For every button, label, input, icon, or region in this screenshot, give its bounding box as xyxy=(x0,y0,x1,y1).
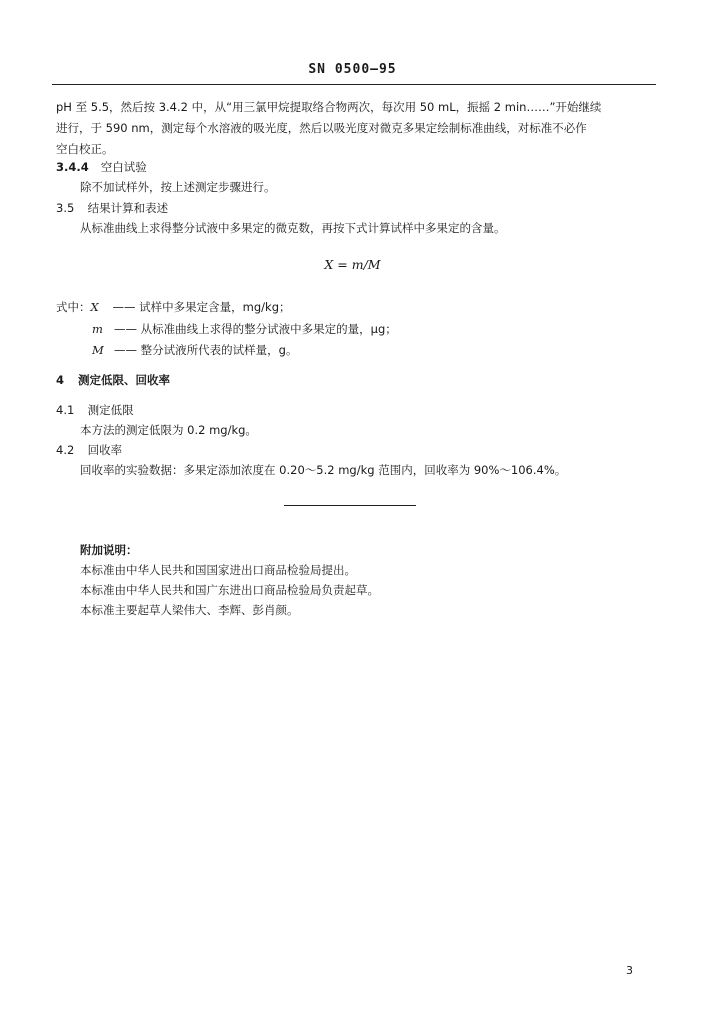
section-4-1-heading xyxy=(56,401,134,419)
section-title: 测定低限 xyxy=(87,403,134,417)
intro-line-3: 空白校正。 xyxy=(56,142,114,156)
section-number: 4.2 xyxy=(56,443,75,457)
notes-line-2: 本标准由中华人民共和国广东进出口商品检验局负责起草。 xyxy=(80,583,379,597)
where-prefix: 式中： xyxy=(56,300,91,314)
section-4-2-heading xyxy=(56,441,122,459)
section-number: 4.1 xyxy=(56,403,75,417)
notes-line-1: 本标准由中华人民共和国国家进出口商品检验局提出。 xyxy=(80,563,356,577)
end-rule xyxy=(284,505,416,506)
intro-line-1: pH 至 5.5，然后按 3.4.2 中，从“用三氯甲烷提取络合物两次，每次用 50 mL，振摇 2 min……”开始继续 xyxy=(56,100,602,114)
var-x: X xyxy=(90,300,99,314)
document-header: SN 0500—95 xyxy=(308,62,397,77)
section-3-5-body: 从标准曲线上求得整分试液中多果定的微克数，再按下式计算试样中多果定的含量。 xyxy=(80,221,506,235)
where-item-m xyxy=(92,320,397,338)
formula: X = m/M xyxy=(324,257,381,272)
section-4-2-body: 回收率的实验数据：多果定添加浓度在 0.20～5.2 mg/kg 范围内，回收率为 90%～106.4%。 xyxy=(80,463,567,477)
section-title: 结果计算和表述 xyxy=(87,201,169,215)
notes-line-3: 本标准主要起草人梁伟大、李辉、彭肖颜。 xyxy=(80,603,299,617)
section-title: 空白试验 xyxy=(100,160,147,174)
section-title: 测定低限、回收率 xyxy=(78,373,171,387)
section-4-1-body: 本方法的测定低限为 0.2 mg/kg。 xyxy=(80,423,257,437)
page-number: 3 xyxy=(626,964,633,977)
var-big-m-desc: —— 整分试液所代表的试样量，g。 xyxy=(114,343,298,357)
var-big-m: M xyxy=(92,343,104,357)
var-x-desc: —— 试样中多果定含量，mg/kg； xyxy=(112,300,291,314)
section-3-4-4-heading xyxy=(56,158,147,176)
section-number: 3.5 xyxy=(56,201,75,215)
where-item-x xyxy=(56,298,291,316)
notes-title: 附加说明： xyxy=(80,543,138,557)
section-3-5-heading xyxy=(56,199,168,217)
var-m-desc: —— 从标准曲线上求得的整分试液中多果定的量，μg； xyxy=(114,322,397,336)
section-4-heading xyxy=(56,371,170,389)
header-rule xyxy=(52,84,656,85)
section-number: 4 xyxy=(56,373,65,387)
var-m: m xyxy=(92,322,103,336)
section-number: 3.4.4 xyxy=(56,160,89,174)
intro-line-2: 进行，于 590 nm，测定每个水溶液的吸光度，然后以吸光度对微克多果定绘制标准曲线，对标准不必作 xyxy=(56,121,587,135)
section-3-4-4-body: 除不加试样外，按上述测定步骤进行。 xyxy=(80,180,276,194)
section-title: 回收率 xyxy=(87,443,123,457)
where-item-big-m xyxy=(92,341,297,359)
